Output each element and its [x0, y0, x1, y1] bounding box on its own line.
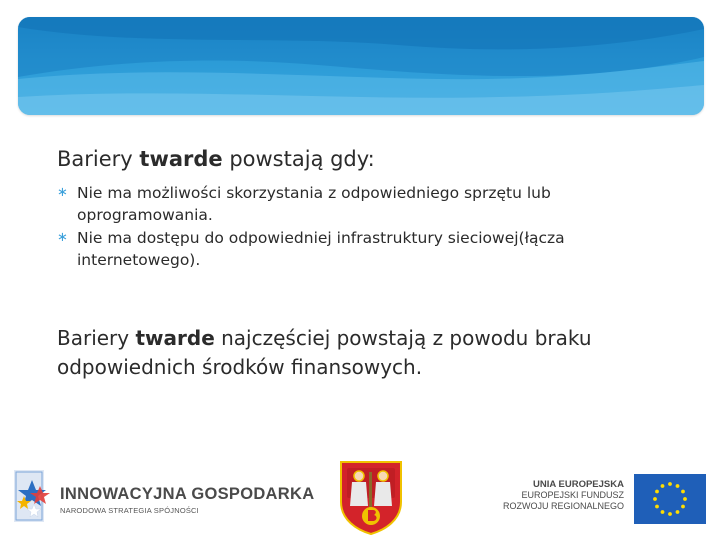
- slide-heading: [57, 144, 677, 174]
- eu-flag-icon: [634, 474, 706, 524]
- city-coat-of-arms: [337, 458, 405, 536]
- innovation-star-logo: [10, 466, 56, 526]
- heading-suffix: powstają gdy:: [222, 147, 375, 171]
- paragraph-emphasis: twarde: [135, 326, 215, 350]
- asterisk-bullet-icon: ∗: [57, 185, 68, 200]
- banner-wave-decoration: [18, 17, 704, 115]
- paragraph-prefix: Bariery: [57, 326, 136, 350]
- eu-logo-text: [480, 479, 624, 512]
- eu-line-regional: ROZWOJU REGIONALNEGO: [502, 501, 624, 511]
- innovation-logo-subtitle: NARODOWA STRATEGIA SPÓJNOŚCI: [60, 506, 199, 515]
- heading-emphasis: twarde: [139, 147, 223, 171]
- header-banner: [18, 17, 704, 115]
- heading-prefix: Bariery: [57, 147, 140, 171]
- summary-paragraph: [57, 324, 657, 382]
- bullet-list: [57, 182, 667, 272]
- innovation-economy-logo: [10, 466, 315, 526]
- eu-line-fund: EUROPEJSKI FUNDUSZ: [521, 490, 624, 500]
- bullet-text: Nie ma możliwości skorzystania z odpowiedniego sprzętu lub oprogramowania.: [77, 184, 551, 224]
- asterisk-bullet-icon: ∗: [57, 230, 68, 245]
- bullet-item: [57, 227, 667, 271]
- paragraph-suffix: najczęściej powstają z powodu braku odpowiednich środków finansowych.: [57, 326, 592, 379]
- bullet-text: Nie ma dostępu do odpowiedniej infrastruktury sieciowej(łącza internetowego).: [77, 229, 565, 269]
- eu-line-union: UNIA EUROPEJSKA: [533, 479, 624, 490]
- bullet-item: [57, 182, 667, 226]
- innovation-logo-title: INNOWACYJNA GOSPODARKA: [60, 485, 315, 503]
